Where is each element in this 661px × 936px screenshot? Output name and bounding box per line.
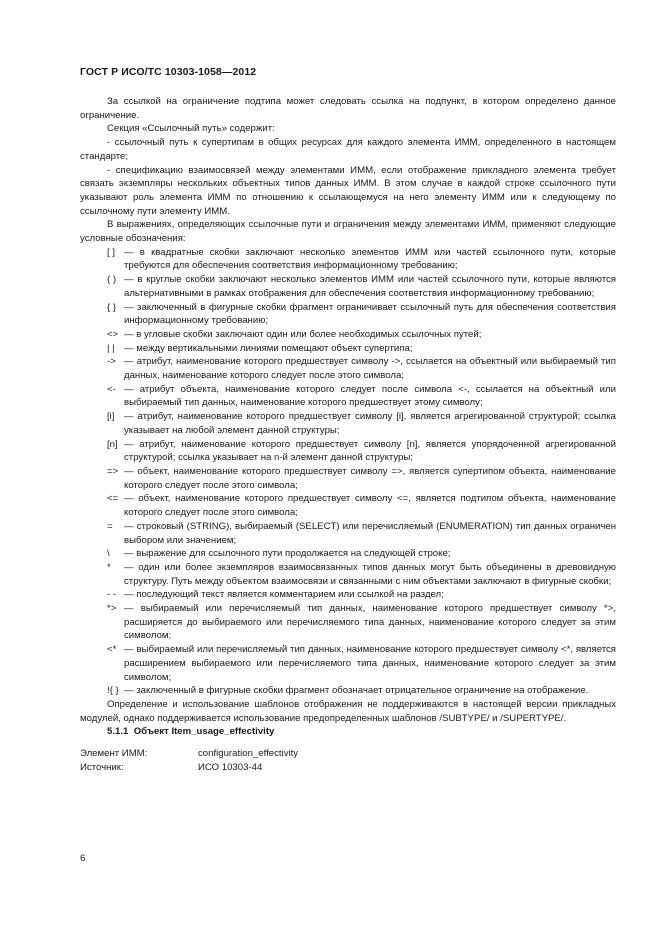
notation-text: — атрибут объекта, наименование которого следует после символа <-, ссылается на объектный или выбираемый тип данных, наименование которого предшествует этому символу; bbox=[124, 383, 616, 409]
notation-text: — атрибут, наименование которого предшествует символу ->, ссылается на объектный или выбираемый тип данных, наименование которого следует после этого символа; bbox=[124, 356, 616, 382]
notation-symbol: ( ) bbox=[107, 274, 117, 286]
notation-item bbox=[80, 383, 616, 410]
notation-symbol: [i] bbox=[107, 411, 115, 423]
document-header: ГОСТ Р ИСО/ТС 10303-1058—2012 bbox=[80, 66, 257, 78]
notation-text: — выбираемый или перечисляемый тип данных, наименование которого предшествует символу <*, является расширением выбираемого или перечисляемого типа данных, наименование которого следует за этим символом; bbox=[124, 644, 616, 683]
notation-item bbox=[80, 492, 616, 519]
notation-item bbox=[80, 602, 616, 643]
notation-text: — атрибут, наименование которого предшествует символу [n], является упорядоченной агрегированной структурой; ссылка указывает на n-й элемент данной структуры; bbox=[124, 438, 616, 464]
notation-item bbox=[80, 355, 616, 382]
paragraph: Секция «Ссылочный путь» содержит: bbox=[107, 123, 275, 135]
notation-item bbox=[80, 588, 616, 602]
field-value: configuration_effectivity bbox=[198, 748, 299, 760]
notation-symbol: -> bbox=[107, 356, 116, 368]
notation-item bbox=[80, 547, 616, 561]
notation-text: — объект, наименование которого предшествует символу <=, является подтипом объекта, наименование которого следует после этого символа; bbox=[124, 493, 616, 519]
notation-item bbox=[80, 410, 616, 437]
notation-symbol: [n] bbox=[107, 438, 118, 450]
notation-list bbox=[80, 246, 616, 698]
notation-symbol: \ bbox=[107, 548, 110, 560]
notation-symbol: => bbox=[107, 465, 119, 477]
notation-text: — последующий текст является комментарием или ссылкой на раздел; bbox=[124, 589, 444, 601]
notation-item bbox=[80, 561, 616, 588]
notation-text: — в угловые скобки заключают один или более необходимых ссылочных путей; bbox=[124, 328, 482, 340]
field-row bbox=[80, 747, 616, 761]
notation-item bbox=[80, 520, 616, 547]
notation-symbol: | | bbox=[107, 342, 115, 354]
page-number: 6 bbox=[80, 853, 86, 864]
notation-item bbox=[80, 301, 616, 328]
field-key: Элемент ИММ: bbox=[80, 748, 148, 760]
field-list bbox=[80, 747, 616, 774]
paragraph: - ссылочный путь к супертипам в общих ресурсах для каждого элемента ИММ, определенного в настоящем стандарте; bbox=[80, 137, 616, 162]
field-value: ИСО 10303-44 bbox=[198, 761, 263, 773]
notation-symbol: <- bbox=[107, 383, 116, 395]
main-content bbox=[80, 95, 616, 774]
notation-symbol: { } bbox=[107, 301, 117, 313]
notation-symbol: - - bbox=[107, 589, 117, 601]
notation-symbol: <* bbox=[107, 644, 117, 656]
paragraph: - спецификацию взаимосвязей между элементами ИММ, если отображение прикладного элемента требует связать экземпляры нескольких объектных типов данных ИММ. В этом случае в каждой строке ссылочного пути указывают роль элемента ИММ по отношению к ссылающемуся на него элементу ИММ или к следующему по ссылочному пути элементу ИММ. bbox=[80, 164, 616, 217]
notation-text: — выбираемый или перечисляемый тип данных, наименование которого предшествует символу *>, расширяется до выбираемого или перечисляемого типа данных, наименование которого следует за этим символом; bbox=[124, 603, 616, 642]
notation-text: — атрибут, наименование которого предшествует символу [i], является агрегированной структурой; ссылка указывает на любой элемент данной структуры; bbox=[124, 411, 616, 436]
notation-item bbox=[80, 643, 616, 684]
field-key: Источник: bbox=[80, 761, 124, 773]
notation-text: — выражение для ссылочного пути продолжается на следующей строке; bbox=[124, 548, 451, 560]
notation-item bbox=[80, 246, 616, 273]
section-number: 5.1.1 bbox=[107, 726, 129, 738]
notation-text: — один или более экземпляров взаимосвязанных типов данных могут быть объединены в древовидную структуру. Путь между объектом взаимосвязи и связанными с ним объектами заключают в фигурные скобки; bbox=[124, 561, 616, 587]
notation-symbol: * bbox=[107, 561, 111, 573]
field-row bbox=[80, 761, 616, 775]
notation-symbol: <= bbox=[107, 493, 119, 505]
notation-symbol: = bbox=[107, 520, 113, 532]
notation-symbol: <> bbox=[107, 328, 119, 340]
section-heading bbox=[80, 725, 616, 739]
notation-text: — строковый (STRING), выбираемый (SELECT) или перечисляемый (ENUMERATION) тип данных ограничен выбором или значением; bbox=[124, 520, 616, 546]
notation-text: — объект, наименование которого предшествует символу =>, является супертипом объекта, наименование которого следует после этого символа; bbox=[124, 465, 616, 491]
notation-text: — в круглые скобки заключают несколько элементов ИММ или частей ссылочного пути, которые являются альтернативными в рамках отображения для обеспечения соответствия информационному требованию; bbox=[124, 274, 616, 299]
paragraph: За ссылкой на ограничение подтипа может следовать ссылка на подпункт, в котором определено данное ограничение. bbox=[80, 96, 616, 121]
notation-text: — между вертикальными линиями помещают объект супертипа; bbox=[124, 342, 413, 354]
notation-text: — заключенный в фигурные скобки фрагмент обозначает отрицательное ограничение на отображение. bbox=[124, 685, 589, 697]
notation-text: — заключенный в фигурные скобки фрагмент ограничивает ссылочный путь для обеспечения соответствия информационному требованию; bbox=[124, 301, 616, 327]
notation-item bbox=[80, 438, 616, 465]
closing-paragraph: Определение и использование шаблонов отображения не поддерживаются в настоящей версии прикладных модулей, однако поддерживается использование предопределенных шаблонов /SUBTYPE/ и /SUPERTYPE/. bbox=[80, 698, 616, 724]
notation-item bbox=[80, 684, 616, 698]
notation-symbol: [ ] bbox=[107, 246, 115, 258]
paragraph: В выражениях, определяющих ссылочные пути и ограничения между элементами ИММ, применяют следующие условные обозначения: bbox=[80, 219, 616, 245]
notation-symbol: !{ } bbox=[107, 685, 119, 697]
notation-text: — в квадратные скобки заключают несколько элементов ИММ или частей ссылочного пути, которые требуются для обеспечения соответствия информационному требованию; bbox=[124, 246, 616, 272]
notation-item bbox=[80, 273, 616, 300]
section-title: Объект Item_usage_effectivity bbox=[133, 726, 275, 738]
notation-symbol: *> bbox=[107, 603, 117, 615]
notation-item bbox=[80, 328, 616, 342]
notation-item bbox=[80, 465, 616, 492]
notation-item bbox=[80, 342, 616, 356]
